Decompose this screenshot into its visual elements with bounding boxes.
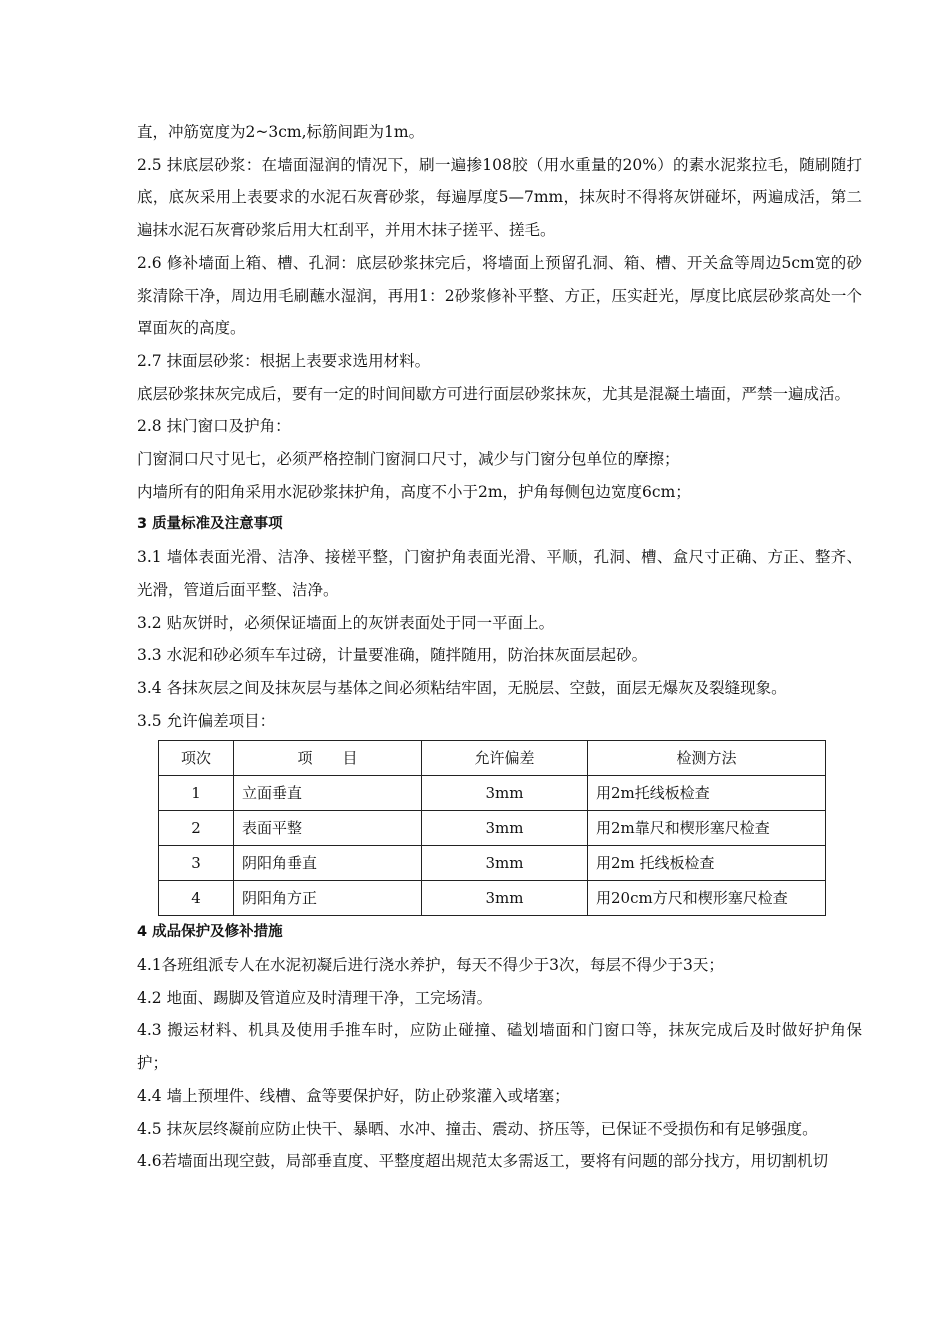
paragraph: 3.1 墙体表面光滑、洁净、接槎平整，门窗护角表面光滑、平顺，孔洞、槽、盒尺寸正确、方正、整齐、光滑，管道后面平整、洁净。 (137, 548, 862, 599)
table-cell: 3mm (422, 846, 588, 881)
paragraph: 3.5 允许偏差项目： (137, 711, 276, 730)
paragraph: 直，冲筋宽度为2~3cm,标筋间距为1m。 (137, 123, 425, 141)
table-cell: 立面垂直 (234, 776, 422, 811)
table-cell: 阴阳角垂直 (234, 846, 422, 881)
paragraph: 4.6若墙面出现空鼓，局部垂直度、平整度超出规范太多需返工，要将有问题的部分找方，用切割机切 (137, 1152, 829, 1171)
tolerance-table (158, 740, 826, 916)
table-cell: 用20cm方尺和楔形塞尺检查 (588, 881, 826, 916)
paragraph: 3.4 各抹灰层之间及抹灰层与基体之间必须粘结牢固，无脱层、空鼓，面层无爆灰及裂缝现象。 (137, 678, 787, 697)
table-header-cell: 项次 (159, 741, 234, 776)
table-cell: 3mm (422, 811, 588, 846)
table-row (159, 846, 826, 881)
table-cell: 用2m 托线板检查 (588, 846, 826, 881)
paragraph: 内墙所有的阳角采用水泥砂浆抹护角，高度不小于2m，护角每侧包边宽度6cm； (137, 482, 691, 501)
paragraph: 4.5 抹灰层终凝前应防止快干、暴晒、水冲、撞击、震动、挤压等，已保证不受损伤和有足够强度。 (137, 1119, 818, 1138)
paragraph: 2.8 抹门窗口及护角： (137, 417, 291, 436)
paragraph: 门窗洞口尺寸见七，必须严格控制门窗洞口尺寸，减少与门窗分包单位的摩擦； (137, 450, 680, 469)
paragraph: 2.7 抹面层砂浆：根据上表要求选用材料。 (137, 351, 431, 370)
paragraph: 3.3 水泥和砂必须车车过磅，计量要准确，随拌随用，防治抹灰面层起砂。 (137, 646, 648, 665)
section-heading: 4 成品保护及修补措施 (137, 924, 283, 941)
table-row (159, 776, 826, 811)
table-row (159, 811, 826, 846)
paragraph: 2.6 修补墙面上箱、槽、孔洞：底层砂浆抹完后，将墙面上预留孔洞、箱、槽、开关盒等周边5cm宽的砂浆清除干净，周边用毛刷蘸水湿润，再用1：2砂浆修补平整、方正，压实赶光，厚度比底层砂浆高处一个罩面灰的高度。 (137, 253, 862, 338)
document-page (137, 116, 862, 1178)
table-header-cell: 项 目 (234, 741, 422, 776)
paragraph: 2.5 抹底层砂浆：在墙面湿润的情况下，刷一遍掺108胶（用水重量的20%）的素水泥浆拉毛，随刷随打底，底灰采用上表要求的水泥石灰膏砂浆，每遍厚度5—7mm，抹灰时不得将灰饼碰坏，两遍成活，第二遍抹水泥石灰膏砂浆后用大杠刮平，并用木抹子搓平、搓毛。 (137, 155, 862, 240)
table-cell: 3mm (422, 776, 588, 811)
table-row (159, 881, 826, 916)
paragraph: 4.4 墙上预埋件、线槽、盒等要保护好，防止砂浆灌入或堵塞； (137, 1086, 570, 1105)
paragraph: 底层砂浆抹灰完成后，要有一定的时间间歇方可进行面层砂浆抹灰，尤其是混凝土墙面，严禁一遍成活。 (137, 384, 851, 403)
table-cell: 阴阳角方正 (234, 881, 422, 916)
table-cell: 1 (159, 776, 234, 811)
table-header-cell: 检测方法 (588, 741, 826, 776)
table-cell: 4 (159, 881, 234, 916)
table-header-cell: 允许偏差 (422, 741, 588, 776)
paragraph: 4.2 地面、踢脚及管道应及时清理干净，工完场清。 (137, 988, 493, 1007)
table-cell: 用2m靠尺和楔形塞尺检查 (588, 811, 826, 846)
section-heading: 3 质量标准及注意事项 (137, 516, 283, 533)
table-cell: 3 (159, 846, 234, 881)
paragraph: 4.3 搬运材料、机具及使用手推车时，应防止碰撞、磕划墙面和门窗口等，抹灰完成后及时做好护角保护； (137, 1021, 862, 1073)
table-cell: 3mm (422, 881, 588, 916)
table-header-row (159, 741, 826, 776)
table-cell: 表面平整 (234, 811, 422, 846)
paragraph: 3.2 贴灰饼时，必须保证墙面上的灰饼表面处于同一平面上。 (137, 613, 555, 632)
table-cell: 用2m托线板检查 (588, 776, 826, 811)
table-cell: 2 (159, 811, 234, 846)
paragraph: 4.1各班组派专人在水泥初凝后进行浇水养护，每天不得少于3次，每层不得少于3天； (137, 956, 724, 975)
